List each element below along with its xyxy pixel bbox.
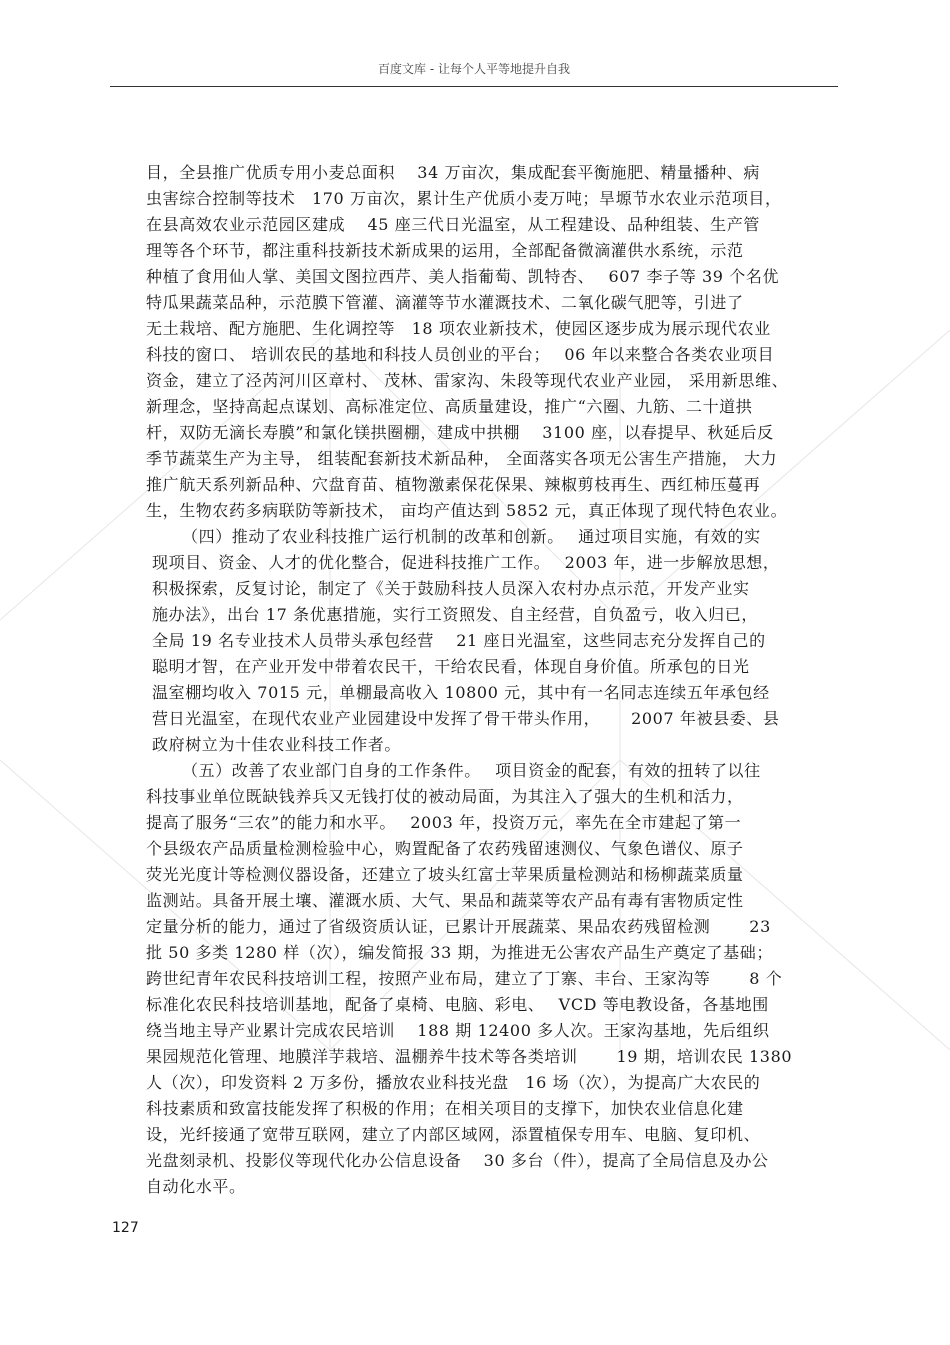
text-line: 资金，建立了泾芮河川区章村、 茂林、雷家沟、朱段等现代农业产业园， 采用新思维、 bbox=[146, 371, 789, 390]
text-line: 监测站。具备开展土壤、灌溉水质、大气、果品和蔬菜等农产品有毒有害物质定性 bbox=[146, 891, 744, 910]
text-line: 目，全县推广优质专用小麦总面积 34 万亩次，集成配套平衡施肥、精量播种、病 bbox=[146, 163, 760, 182]
text-line: 绕当地主导产业累计完成农民培训 188 期 12400 多人次。王家沟基地，先后组织 bbox=[146, 1021, 770, 1040]
text-line: （五）改善了农业部门自身的工作条件。 项目资金的配套，有效的扭转了以往 bbox=[182, 761, 761, 780]
text-line: 杆，双防无滴长寿膜”和氯化镁拱圈棚，建成中拱棚 3100 座，以春提早、秋延后反 bbox=[146, 423, 774, 442]
text-line: 营日光温室，在现代农业产业园建设中发挥了骨干带头作用， 2007 年被县委、县 bbox=[152, 709, 780, 728]
text-line: 理等各个环节，都注重科技新技术新成果的运用，全部配备微滴灌供水系统，示范 bbox=[146, 241, 744, 260]
text-line: 个县级农产品质量检测检验中心，购置配备了农药残留速测仪、气象色谱仪、原子 bbox=[146, 839, 744, 858]
text-line: 光盘刻录机、投影仪等现代化办公信息设备 30 多台（件），提高了全局信息及办公 bbox=[146, 1151, 769, 1170]
text-line: 人（次），印发资料 2 万多份，播放农业科技光盘 16 场（次），为提高广大农民的 bbox=[146, 1073, 761, 1092]
text-line: 种植了食用仙人掌、美国文图拉西芹、美人指葡萄、凯特杏、 607 李子等 39 个名优 bbox=[146, 267, 780, 286]
text-line: 批 50 多类 1280 样（次），编发简报 33 期，为推进无公害农产品生产奠定了基础； bbox=[146, 943, 773, 962]
text-line: 聪明才智，在产业开发中带着农民干，干给农民看，体现自身价值。所承包的日光 bbox=[152, 657, 750, 676]
text-line: 果园规范化管理、地膜洋芋栽培、温棚养牛技术等各类培训 19 期，培训农民 1380 bbox=[146, 1047, 793, 1066]
text-line: （四）推动了农业科技推广运行机制的改革和创新。 通过项目实施，有效的实 bbox=[182, 527, 761, 546]
text-line: 定量分析的能力，通过了省级资质认证，已累计开展蔬菜、果品农药残留检测 23 bbox=[146, 917, 771, 936]
text-line: 政府树立为十佳农业科技工作者。 bbox=[152, 735, 402, 754]
document-body bbox=[146, 160, 846, 1200]
header-divider bbox=[110, 86, 838, 87]
text-line: 生，生物农药多病联防等新技术， 亩均产值达到 5852 元，真正体现了现代特色农业。 bbox=[146, 501, 788, 520]
text-line: 温室棚均收入 7015 元，单棚最高收入 10800 元，其中有一名同志连续五年承包经 bbox=[152, 683, 770, 702]
text-line: 科技的窗口、 培训农民的基地和科技人员创业的平台； 06 年以来整合各类农业项目 bbox=[146, 345, 775, 364]
text-line: 现项目、资金、人才的优化整合，促进科技推广工作。 2003 年，进一步解放思想， bbox=[152, 553, 780, 572]
text-line: 提高了服务“三农”的能力和水平。 2003 年，投资万元，率先在全市建起了第一 bbox=[146, 813, 742, 832]
text-line: 科技事业单位既缺钱养兵又无钱打仗的被动局面，为其注入了强大的生机和活力， bbox=[146, 787, 744, 806]
text-line: 特瓜果蔬菜品种，示范膜下管灌、滴灌等节水灌溉技术、二氧化碳气肥等，引进了 bbox=[146, 293, 744, 312]
text-line: 全局 19 名专业技术人员带头承包经营 21 座日光温室，这些同志充分发挥自己的 bbox=[152, 631, 766, 650]
text-line: 跨世纪青年农民科技培训工程，按照产业布局，建立了丁寨、丰台、王家沟等 8 个 bbox=[146, 969, 783, 988]
text-line: 推广航天系列新品种、穴盘育苗、植物激素保花保果、辣椒剪枝再生、西红柿压蔓再 bbox=[146, 475, 761, 494]
text-line: 自动化水平。 bbox=[146, 1177, 246, 1196]
page-number: 127 bbox=[112, 1220, 139, 1236]
text-line: 无土栽培、配方施肥、生化调控等 18 项农业新技术，使园区逐步成为展示现代农业 bbox=[146, 319, 771, 338]
text-line: 在县高效农业示范园区建成 45 座三代日光温室，从工程建设、品种组装、生产管 bbox=[146, 215, 760, 234]
page-header: 百度文库 - 让每个人平等地提升自我 bbox=[378, 62, 570, 76]
text-line: 设，光纤接通了宽带互联网，建立了内部区域网，添置植保专用车、电脑、复印机、 bbox=[146, 1125, 761, 1144]
text-line: 积极探索，反复讨论，制定了《关于鼓励科技人员深入农村办点示范，开发产业实 bbox=[152, 579, 750, 598]
text-line: 新理念，坚持高起点谋划、高标准定位、高质量建设，推广“六圈、九筋、二十道拱 bbox=[146, 397, 753, 416]
text-line: 施办法》，出台 17 条优惠措施，实行工资照发、自主经营，自负盈亏，收入归已， bbox=[152, 605, 758, 624]
text-line: 虫害综合控制等技术 170 万亩次，累计生产优质小麦万吨；旱塬节水农业示范项目， bbox=[146, 189, 782, 208]
text-line: 科技素质和致富技能发挥了积极的作用；在相关项目的支撑下，加快农业信息化建 bbox=[146, 1099, 744, 1118]
text-line: 季节蔬菜生产为主导， 组装配套新技术新品种， 全面落实各项无公害生产措施， 大力 bbox=[146, 449, 778, 468]
text-line: 标准化农民科技培训基地，配备了桌椅、电脑、彩电、 VCD 等电教设备，各基地围 bbox=[146, 995, 769, 1014]
text-line: 荧光光度计等检测仪器设备，还建立了坡头红富士苹果质量检测站和杨柳蔬菜质量 bbox=[146, 865, 744, 884]
